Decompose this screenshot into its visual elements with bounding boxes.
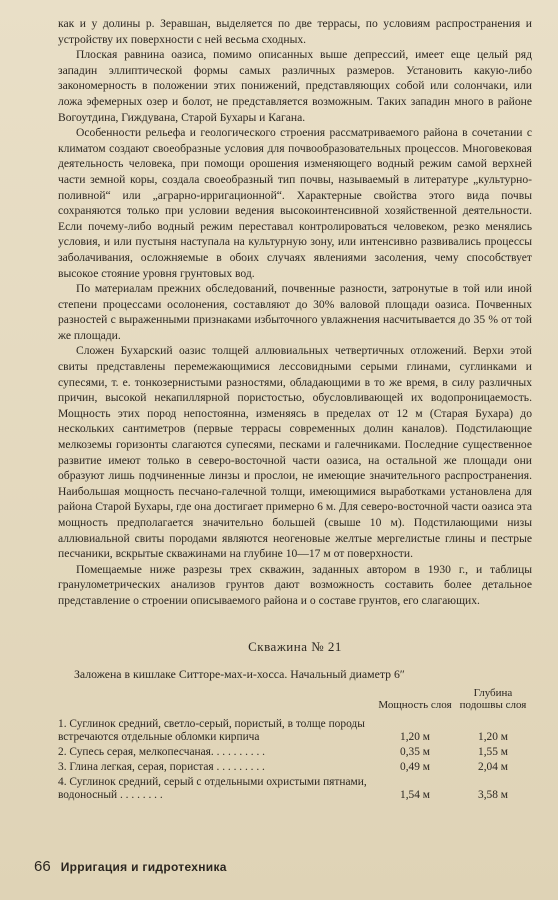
table-header-row — [58, 686, 532, 717]
table-row — [58, 775, 532, 803]
paragraph: Плоская равнина оазиса, помимо описанных выше депрессий, имеет еще целый ряд западин эллиптической формы самых различных размеров. Установить какую-либо закономерность в положении этих понижений, представляющих собой или солончаки, или ложа эфемерных озер и болот, не представляется возможным. Таких западин много в районе Вогоутдина, Гиждувана, Старой Бухары и Кагана. — [58, 48, 532, 124]
depth-header: Глубина подошвы слоя — [459, 686, 527, 711]
layer-thickness: 0,49 м — [400, 760, 430, 773]
layer-depth: 3,58 м — [478, 788, 508, 801]
body-text — [58, 16, 532, 609]
layer-depth: 1,55 м — [478, 745, 508, 758]
table-row — [58, 760, 532, 775]
layer-thickness: 1,54 м — [400, 788, 430, 801]
paragraph: Особенности рельефа и геологического строения рассматриваемого района в сочетании с климатом создают своеобразные условия для почвообразовательных процессов. Многовековая деятельность человека, при помощи орошения изменяющего водный режим самой верхней части земной коры, создала своеобразный тип почвы, называемый в литературе „культурно-поливной“ или „аграрно-ирригационной“. Характерные свойства этого вида почвы сохраняются только при условии ведения высокоинтенсивной хозяйственной деятельности. Если почему-либо водный режим переставал контролироваться человеком, резко менялись условия, и или пустыня наступала на культурную зону, или интенсивно развивались процессы заболачивания, осложняемые в обоих случаях явлениями засоления, чему способствует высокое стояние уровня грунтовых вод. — [58, 126, 532, 280]
layer-depth: 1,20 м — [478, 730, 508, 743]
well-subtitle: Заложена в кишлаке Ситторе-мах-и-хосса. Начальный диаметр 6″ — [74, 666, 405, 681]
layer-thickness: 0,35 м — [400, 745, 430, 758]
layer-description-header — [58, 686, 376, 717]
layer-description: 4. Суглинок средний, серый с отдельными охристыми пятнами, водоносный . . . . . . . . — [58, 775, 367, 801]
layer-depth: 2,04 м — [478, 760, 508, 773]
page-number: 66 — [34, 858, 51, 875]
well-log-table — [58, 686, 532, 803]
table-row — [58, 745, 532, 760]
thickness-header: Мощность слоя — [378, 698, 452, 711]
layer-description: 1. Суглинок средний, светло-серый, пористый, в толще породы встречаются отдельные обломки кирпича — [58, 717, 365, 743]
layer-description: 3. Глина легкая, серая, пористая . . . . . . . . . — [58, 760, 265, 773]
paragraph: По материалам прежних обследований, почвенные разности, затронутые в той или иной степени процессами осолонения, составляют до 30% валовой площади оазиса. Почвенных разностей с выраженными признаками избыточного увлажнения насчитывается до 35 % от той же площади. — [58, 282, 532, 342]
journal-title: Ирригация и гидротехника — [60, 860, 227, 874]
table-row — [58, 717, 532, 745]
layer-description: 2. Супесь серая, мелкопесчаная. . . . . . . . . . — [58, 745, 266, 758]
layer-thickness: 1,20 м — [400, 730, 430, 743]
page-footer — [34, 858, 227, 875]
paragraph: Сложен Бухарский оазис толщей аллювиальных четвертичных отложений. Верхи этой свиты представлены перемежающимися лессовидными серыми глинами, суглинками и супесями, т. е. тонкозернистыми разностями, обладающими в то же время, в силу различных причин, высокой некапиллярной пористостью, обусловливающей их водопроницаемость. Мощность этих пород непостоянна, изменяясь в пределах от 12 м (Старая Бухара) до нескольких сантиметров (первые террасы современных долин каналов). Подстилающие мелкоземы горизонты слагаются супесями, песками и галечниками. Последние существенное развитие имеют только в северо-восточной части оазиса, на остальной же площади они образуют лишь подчиненные линзы и прослои, не имеющие значительного распространения. Наибольшая мощность песчано-галечной толщи, имеющимися выработками установлена для района Старой Бухары, где она достигает примерно 6 м. Для северо-восточной части оазиса эта мощность предполагается значительно большей (свыше 10 м). Подстилающими низы аллювиальной свиты породами являются неогеновые желтые мергелистые глины и пестрые песчаники, вскрытые скважинами на глубине 10—17 м от поверхности. — [58, 344, 532, 561]
well-title: Скважина № 21 — [248, 638, 342, 654]
paragraph: Помещаемые ниже разрезы трех скважин, заданных автором в 1930 г., и таблицы гранулометрических анализов грунтов дают возможность составить более детальное представление о строении описываемого района и о составе грунтов, его слагающих. — [58, 562, 532, 607]
paragraph: как и у долины р. Зеравшан, выделяется по две террасы, по условиям распространения и устройству их поверхности с ней весьма сходных. — [58, 17, 532, 46]
